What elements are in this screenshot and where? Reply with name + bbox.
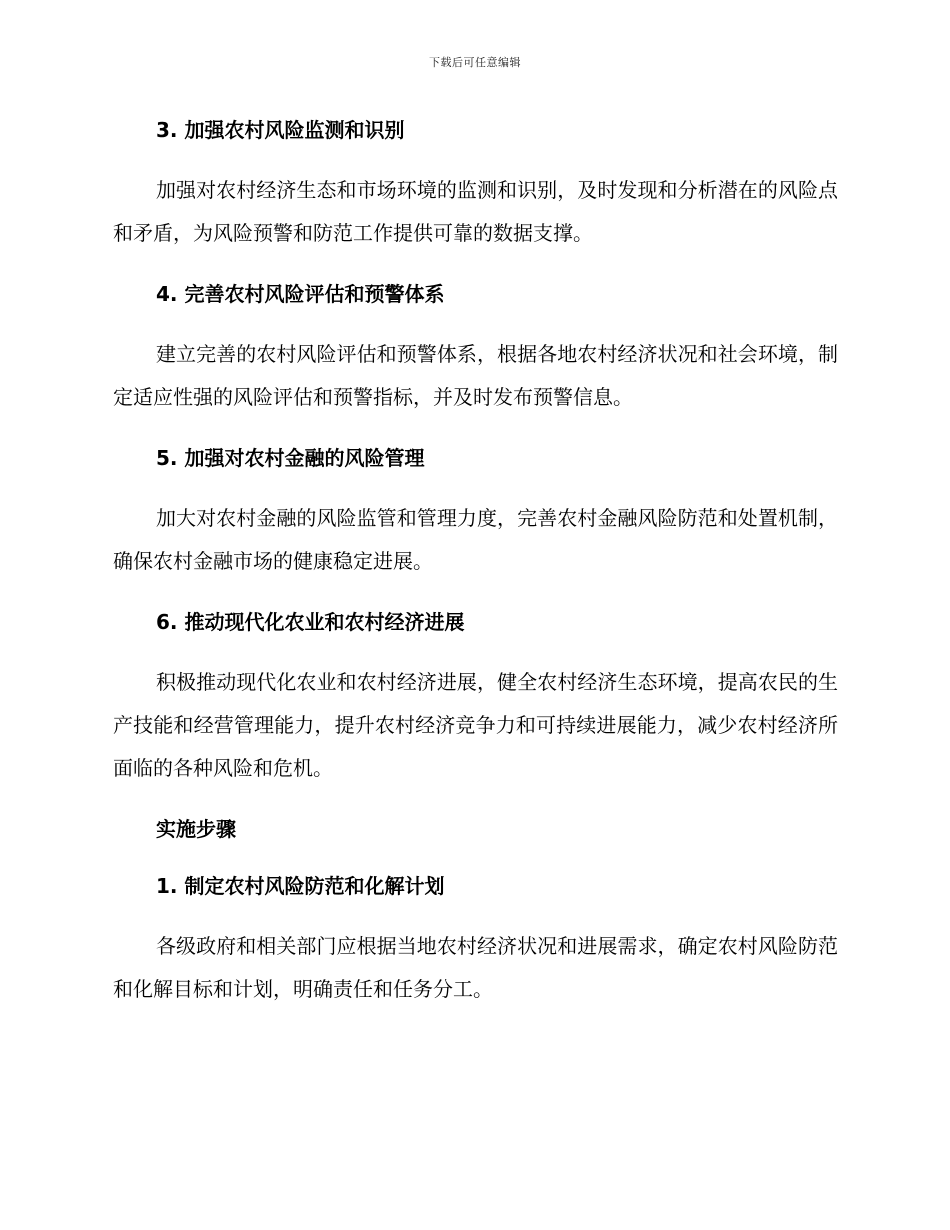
section-heading: 6. 推动现代化农业和农村经济进展 xyxy=(156,610,465,634)
section-paragraph: 加大对农村金融的风险监管和管理力度，完善农村金融风险防范和处置机制，确保农村金融市场的健康稳定进展。 xyxy=(113,506,838,573)
section-paragraph: 建立完善的农村风险评估和预警体系，根据各地农村经济状况和社会环境，制定适应性强的风险评估和预警指标，并及时发布预警信息。 xyxy=(113,342,838,409)
section-paragraph: 积极推动现代化农业和农村经济进展，健全农村经济生态环境，提高农民的生产技能和经营管理能力，提升农村经济竞争力和可持续进展能力，减少农村经济所面临的各种风险和危机。 xyxy=(113,670,838,780)
page-header: 下载后可任意编辑 xyxy=(429,56,521,69)
section-heading: 4. 完善农村风险评估和预警体系 xyxy=(156,282,445,306)
section-heading: 3. 加强农村风险监测和识别 xyxy=(156,118,405,142)
section-heading: 1. 制定农村风险防范和化解计划 xyxy=(156,874,445,898)
section-heading: 5. 加强对农村金融的风险管理 xyxy=(156,446,425,470)
section-heading: 实施步骤 xyxy=(156,817,236,841)
section-paragraph: 加强对农村经济生态和市场环境的监测和识别，及时发现和分析潜在的风险点和矛盾，为风险预警和防范工作提供可靠的数据支撑。 xyxy=(113,178,838,245)
section-paragraph: 各级政府和相关部门应根据当地农村经济状况和进展需求，确定农村风险防范和化解目标和计划，明确责任和任务分工。 xyxy=(113,934,838,1001)
document-body xyxy=(113,112,838,1011)
